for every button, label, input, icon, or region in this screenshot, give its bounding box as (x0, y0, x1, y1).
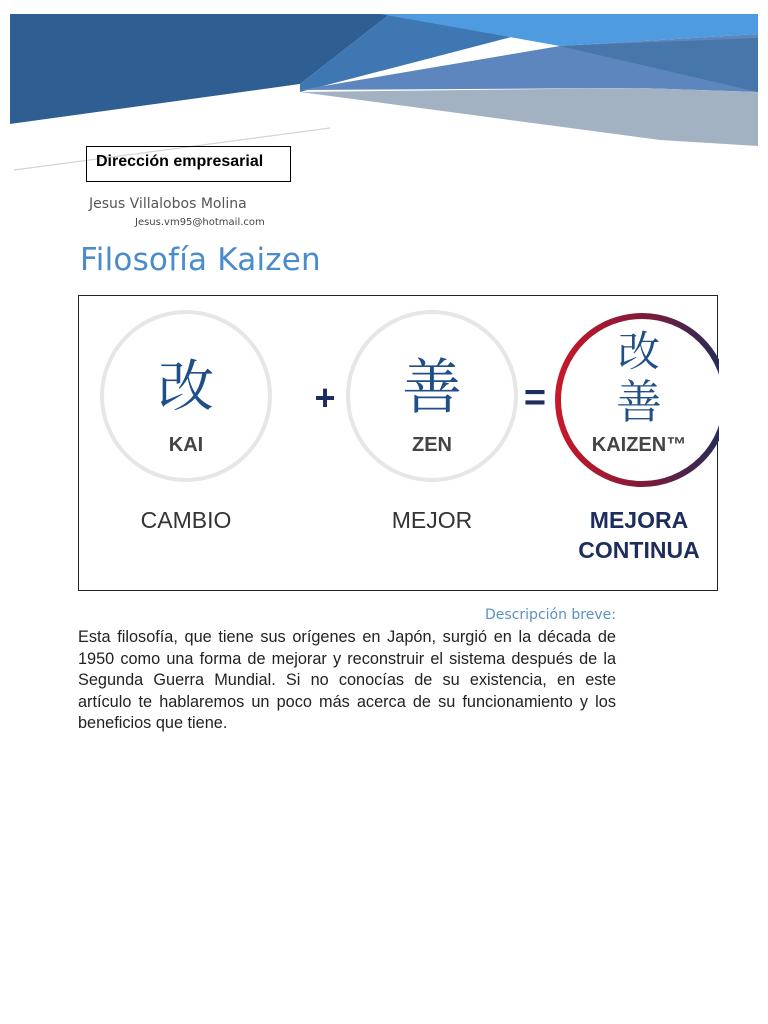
kaizen-meaning-line2: CONTINUA (578, 537, 700, 563)
zen-romaji: ZEN (412, 434, 452, 456)
kaizen-kanji-top: 改 (617, 327, 661, 376)
zen-kanji: 善 (402, 353, 462, 423)
zen-meaning: MEJOR (391, 507, 473, 533)
page-title: Filosofía Kaizen (80, 242, 321, 278)
equals-sign: = (523, 377, 547, 419)
kaizen-diagram (79, 296, 719, 592)
kaizen-meaning-line1: MEJORA (589, 507, 689, 533)
kaizen-figure (78, 295, 718, 591)
author-email[interactable]: Jesus.vm95@hotmail.com (135, 217, 265, 228)
company-label: Dirección empresarial (86, 146, 291, 182)
plus-sign: + (314, 377, 336, 418)
description-label: Descripción breve: (485, 607, 616, 623)
kaizen-romaji: KAIZEN™ (591, 434, 687, 456)
description-text: Esta filosofía, que tiene sus orígenes en Japón, surgió en la década de 1950 como una forma de mejorar y reconstruir el sistema después de la Segunda Guerra Mundial. Si no conocías de su existencia, en este artículo te hablaremos un poco más acerca de su funcionamiento y los beneficios que tiene. (78, 628, 616, 732)
author-name: Jesus Villalobos Molina (89, 196, 247, 212)
kai-kanji: 改 (158, 355, 214, 420)
kaizen-kanji-bottom: 善 (616, 375, 662, 429)
kai-meaning: CAMBIO (140, 507, 232, 533)
kai-romaji: KAI (168, 434, 204, 456)
